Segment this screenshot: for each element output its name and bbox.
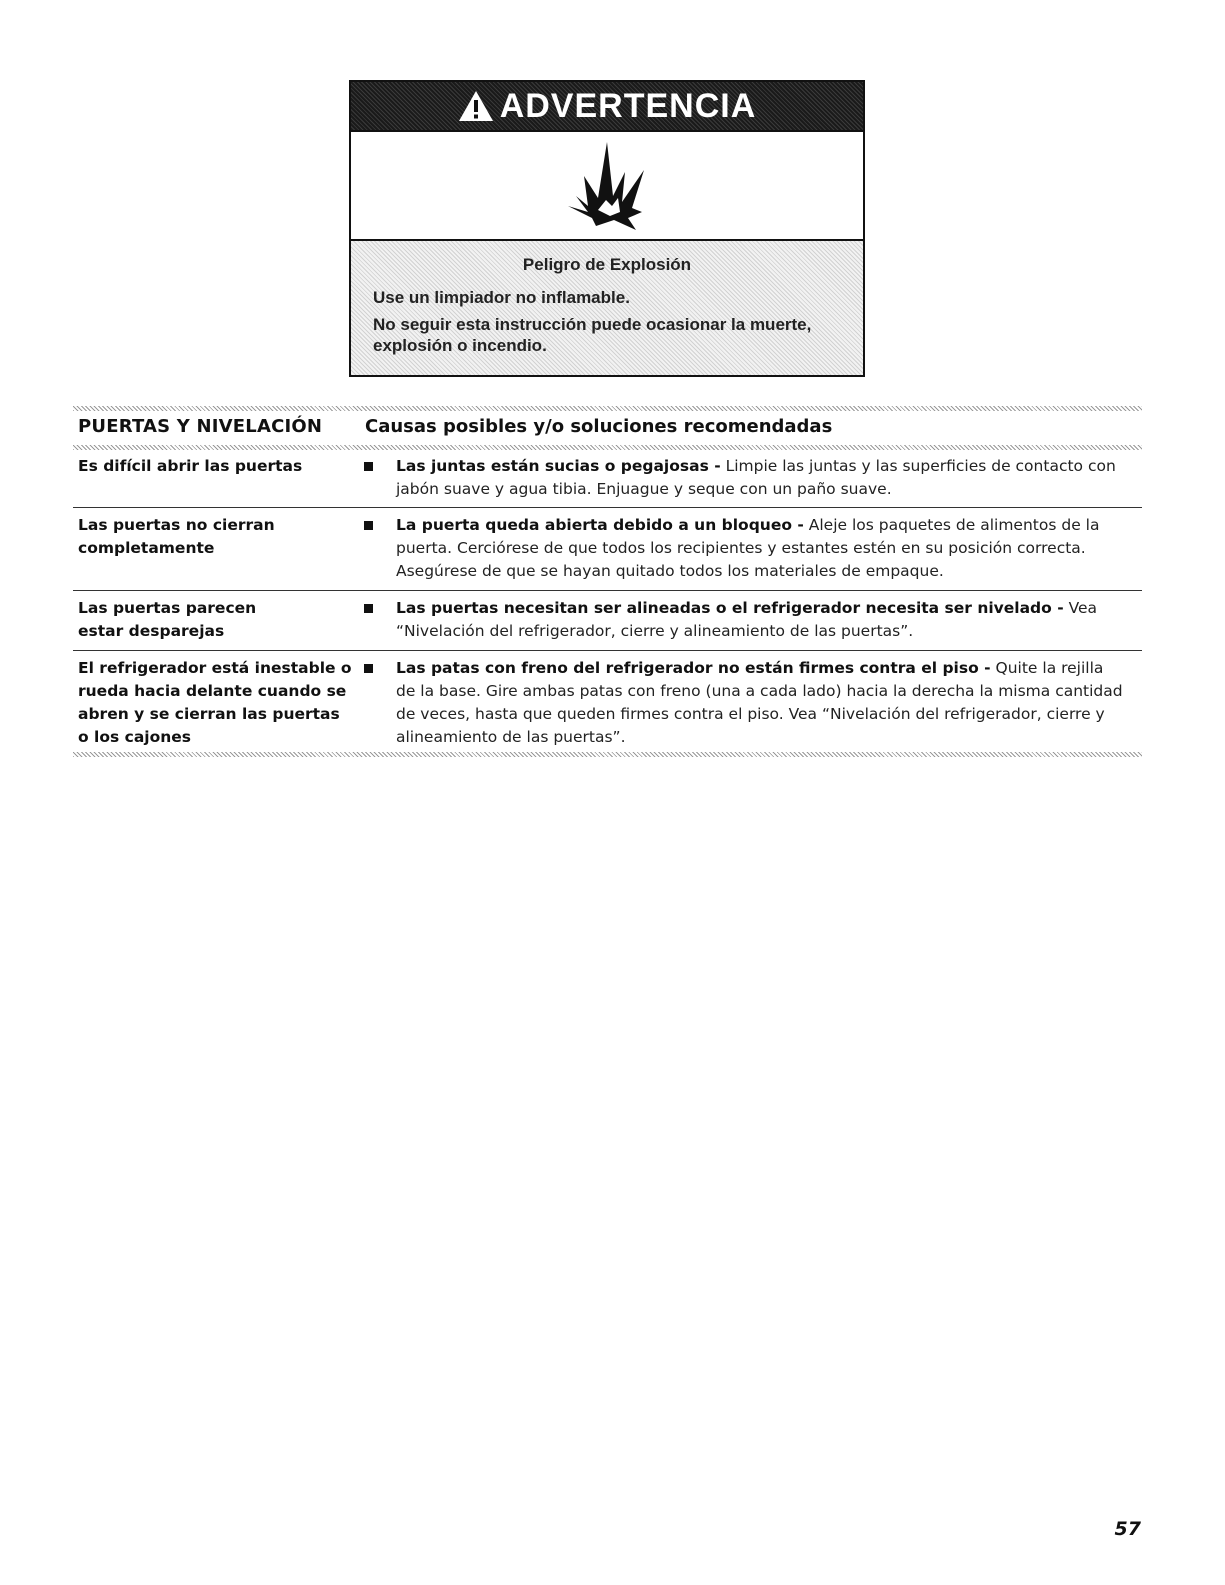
row-remedy-1: Limpie las juntas y las superficies de contacto con jabón suave y agua tibia. Enjuague y seque con un paño suave.: [396, 457, 1116, 498]
row-divider: [73, 590, 1142, 591]
bullet-icon: [364, 664, 373, 673]
row-cause-3: Las puertas necesitan ser alineadas o el refrigerador necesita ser nivelado -: [396, 599, 1064, 617]
row-remedy-2: Aleje los paquetes de alimentos de la puerta. Cerciórese de que todos los recipientes y estantes estén en su posición correcta. Asegúrese de que se hayan quitado todos los materiales de empaque.: [396, 516, 1100, 580]
row-solution-4: [396, 657, 1126, 749]
bullet-icon: [364, 604, 373, 613]
alert-triangle-icon: [458, 89, 494, 123]
row-problem-1: Es difícil abrir las puertas: [78, 457, 303, 475]
warning-header: [351, 82, 863, 130]
table-header-rule: [73, 445, 1142, 450]
row-problem-2: Las puertas no cierran completamente: [78, 516, 275, 557]
explosion-icon: [562, 140, 652, 232]
table-bottom-rule: [73, 752, 1142, 757]
warning-line-1: Use un limpiador no inflamable.: [373, 288, 630, 307]
row-divider: [73, 650, 1142, 651]
row-cause-2: La puerta queda abierta debido a un bloqueo -: [396, 516, 804, 534]
warning-body: [351, 254, 863, 362]
warning-line-2: No seguir esta instrucción puede ocasionar la muerte, explosión o incendio.: [373, 315, 812, 355]
row-remedy-4: Quite la rejilla de la base. Gire ambas patas con freno (una a cada lado) hacia la derecha la misma cantidad de veces, hasta que queden firmes contra el piso. Vea “Nivelación del refrigerador, cierre y alineamiento de las puertas”.: [396, 659, 1123, 746]
table-header-section: PUERTAS Y NIVELACIÓN: [78, 416, 323, 437]
row-problem-4: El refrigerador está inestable o rueda hacia delante cuando se abren y se cierran las puertas o los cajones: [78, 659, 352, 746]
row-cause-1: Las juntas están sucias o pegajosas -: [396, 457, 721, 475]
table-top-rule: [73, 406, 1142, 411]
bullet-icon: [364, 462, 373, 471]
row-cause-4: Las patas con freno del refrigerador no están firmes contra el piso -: [396, 659, 991, 677]
row-problem-3: Las puertas parecen estar desparejas: [78, 599, 257, 640]
warning-title: ADVERTENCIA: [499, 86, 757, 125]
row-solution-3: [396, 597, 1126, 643]
row-divider: [73, 507, 1142, 508]
warning-box: [349, 80, 865, 377]
row-remedy-3: Vea “Nivelación del refrigerador, cierre y alineamiento de las puertas”.: [396, 599, 1098, 640]
table-header-causes: Causas posibles y/o soluciones recomendadas: [365, 416, 833, 437]
explosion-icon-panel: [351, 130, 863, 241]
row-solution-1: [396, 455, 1126, 501]
hazard-title: Peligro de Explosión: [522, 255, 692, 274]
bullet-icon: [364, 521, 373, 530]
row-solution-2: [396, 514, 1126, 583]
page-number: 57: [1114, 1518, 1141, 1540]
